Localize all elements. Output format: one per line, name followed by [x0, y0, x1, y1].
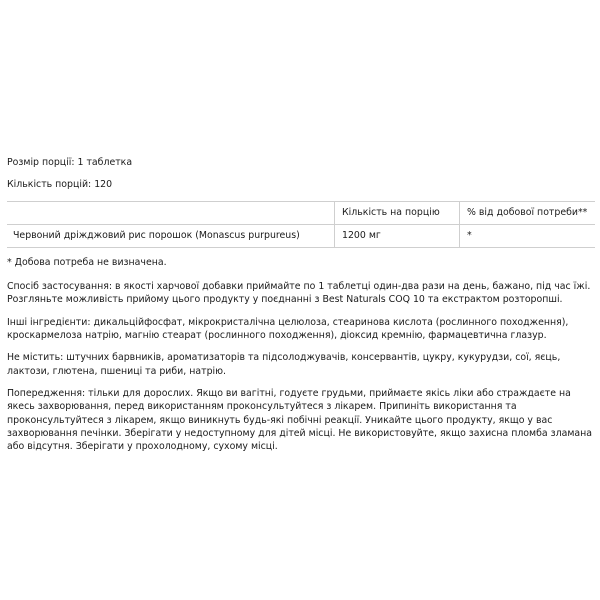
ingredient-name-cell: Червоний дріжджовий рис порошок (Monascus purpureus) [7, 225, 335, 247]
header-amount-cell: Кількість на порцію [335, 202, 460, 224]
table-header-row [7, 202, 595, 224]
nutrition-table [7, 201, 595, 248]
ingredient-daily-value-cell: * [467, 230, 472, 242]
usage-directions: Спосіб застосування: в якості харчової добавки приймайте по 1 таблетці один-два рази на день, бажано, під час їжі. Розгляньте можливість прийому цього продукту у поєднанні з Best Naturals CОQ 10 та екстрактом розторопші. [7, 281, 591, 306]
table-row [7, 224, 595, 247]
header-name-cell [7, 202, 335, 224]
free-from-list: Не містить: штучних барвників, ароматизаторів та підсолоджувачів, консервантів, цукру, кукурудзи, сої, яєць, лактози, глютена, пшениці та риби, натрію. [7, 352, 561, 377]
servings-count: Кількість порцій: 120 [7, 179, 113, 191]
daily-value-note: * Добова потреба не визначена. [7, 256, 167, 268]
ingredient-amount-cell: 1200 мг [335, 225, 460, 247]
supplement-facts-panel [7, 156, 595, 454]
warnings-text: Попередження: тільки для дорослих. Якщо ви вагітні, годуєте грудьми, приймаєте якісь ліки або страждаєте на якесь захворювання, перед використанням проконсультуйтеся з лікарем. Припиніть використання та проконсультуйтеся з лікарем, якщо виникнуть будь-які побічні реакції. Уникайте цього продукту, якщо у вас захворювання печінки. Зберігати у недоступному для дітей місці. Не використовуйте, якщо захисна пломба зламана або відсутня. Зберігати у прохолодному, сухому місці. [7, 388, 593, 453]
other-ingredients: Інші інгредієнти: дикальційфосфат, мікрокристалічна целюлоза, стеаринова кислота (рослинного походження), кроскармелоза натрію, магнію стеарат (рослинного походження), діоксид кремнію, фармацевтична глазур. [7, 316, 569, 342]
serving-size: Розмір порції: 1 таблетка [7, 157, 133, 168]
header-daily-value-cell: % від добової потреби** [467, 207, 588, 219]
